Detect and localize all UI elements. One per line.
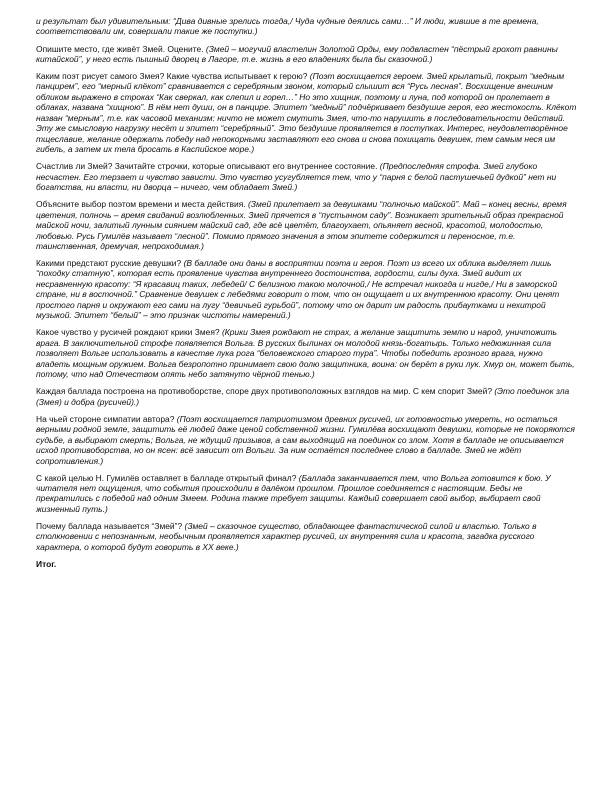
paragraph-1 (36, 16, 578, 37)
answer-text: (Змей прилетает за девушками “полночью майской”. Май – конец весны, время цветения, полночь – время свиданий возлюбленных. Змей прячется в “пустынном саду”. Возникает зрительный образ прекрасной майской ночи, залитый лунным сиянием майский сад, где всё цветёт, благоухает, опьяняет весной, красотой, молодостью, любовью. Русь Гумилёв называет “лесной”. Помимо прямого значения в этом эпитете содержится и переносное, т.е. таинственная, дремучая, непроходимая.) (36, 199, 567, 251)
paragraph-8 (36, 386, 578, 407)
answer-text: (Это поединок зла (Змея) и добра (русичей).) (36, 386, 570, 407)
answer-text: (Предпоследняя строфа. Змей глубоко несчастен. Его терзает и чувство зависти. Это чувство усугубляется тем, что у “парня с белой пастушечьей дудкой” нет ни богатства, ни власти, ни дворца – ничего, чем обладает Змей.) (36, 161, 557, 193)
answer-text: (Поэт восхищается патриотизмом древних русичей, их готовностью умереть, но остаться верными родной земле, защитить её людей даже ценой собственной жизни. Гумилёва восхищают девушки, которые не покоряются судьбе, а выбирают смерть; Вольга, не ждущий призывов, а сам выходящий на поединок со злом. Хотя в балладе не описывается исход противоборства, но он ясен: всё зависит от Вольги. За ним остаётся последнее слово в балладе. Змей не ждёт сопротивления.) (36, 413, 575, 466)
answer-text: (Крики Змея рождают не страх, а желание защитить землю и народ, уничтожить врага. В заключительной строфе появляется Вольга. В русских былинах он молодой князь-богатырь. Только недюжинная сила позволяет Вольге использовать в качестве лука рога “беловежского старого тура”. Чтобы победить грозного врага, нужно владеть мощным оружием. Вольга безропотно принимает свою долю защитника, воина: он берёт в руки лук. Хмур он, может быть, потому, что над Отечеством опять небо затянуто чёрной тенью.) (36, 327, 575, 380)
paragraph-11 (36, 521, 578, 552)
paragraph-10 (36, 473, 578, 515)
question-text: Какое чувство у русичей рождают крики Змея? (36, 327, 220, 338)
paragraph-7 (36, 327, 578, 379)
question-text: Опишите место, где живёт Змей. Оцените. (36, 43, 204, 54)
question-text: Почему баллада называется “Змей”? (36, 520, 183, 531)
question-text: Каждая баллада построена на противоборстве, споре двух противоположных взглядов на мир. С кем спорит Змей? (36, 386, 493, 397)
paragraph-6 (36, 258, 578, 321)
final-heading: Итог. (36, 558, 57, 569)
answer-text: (Баллада заканчивается тем, что Вольга готовится к бою. У читателя нет ощущения, что события происходили в далёком прошлом. Прошлое соединяется с настоящим. Беды не прекратились с победой над одним Змеем. Родина также требует защиты. Каждый совершает свой выбор, выбирает свой жизненный путь.) (36, 472, 551, 514)
paragraph-5 (36, 199, 578, 251)
question-text: Счастлив ли Змей? Зачитайте строчки, которые описывают его внутреннее состояние. (36, 161, 378, 172)
answer-text: (Змей – могучий властелин Золотой Орды, ему подвластен “пёстрый грохот равнины китайской”, у него есть пышный дворец в Лагоре, т.е. жизнь в его владениях была бы сказочной.) (36, 43, 558, 64)
question-text: Объясните выбор поэтом времени и места действия. (36, 199, 246, 210)
answer-text: (Змей – сказочное существо, обладающее фантастической силой и властью. Только в столкновении с непознанным, необычным проявляется характер русичей, их внутренняя сила и красота, загадка русского характера, о которой будут говорить в XX веке.) (36, 520, 537, 552)
answer-text: и результат был удивительным: “Дива дивные зрелись тогда,/ Чуда чудные деялись сами…” И люди, жившие в те времена, соответствовали им, совершали такие же поступки.) (36, 16, 539, 37)
question-text: На чьей стороне симпатии автора? (36, 413, 175, 424)
question-text: Какими предстают русские девушки? (36, 258, 182, 269)
paragraph-2 (36, 44, 578, 65)
answer-text: (В балладе они даны в восприятии поэта и героя. Поэт из всего их облика выделяет лишь “походку статную”, которая есть проявление чувства внутреннего достоинства, гордости, силы духа. Змей видит их несравненную красоту: “Я красавиц таких, лебедей/ С белизною такою молочной,/ Не встречал никогда и нигде,/ Ни в заморской стране, ни в восточной.” Сравнение девушек с лебедями говорит о том, что он ощущает и их внутреннюю красоту. Они ценят простого парня и окружают его сами на лугу “девичьей гурьбой”, потому что он дарит им радость прибаутками и нехитрой музыкой. Эпитет “белый” – это признак чистоты намерений.) (36, 258, 560, 321)
paragraph-9 (36, 414, 578, 466)
answer-text: (Поэт восхищается героем. Змей крылатый, покрыт “медным панцирем”, его “мерный клёкот” сравнивается с серебряным звоном, который слышит вся “Русь лесная”. Восхищение внешним обликом выражено в строках “Как сверкал, как слепил и горел…” Но это хищник, поэтому и луна, под которой он пролетает в облаках, названа “хищною”. В нём нет души, он в панцире. Эпитет “медный” подчёркивает бездушие героя, его жестокость. Клёкот назван “мерным”, т.е. как часовой механизм: ничто не может смутить Змея, что-то нарушить в последовательности действий. Эту же смысловую нагрузку несёт и эпитет “серебряный”. Это бездушие проявляется в поступках. Интерес, неудовлетворённое тщеславие, желание одержать победу над непокорными заставляют его снова и снова похищать девушек, тем самым неся им гибель, а затем их тела бросать в Каспийское море.) (36, 71, 577, 155)
paragraph-4 (36, 161, 578, 192)
question-text: С какой целью Н. Гумилёв оставляет в балладе открытый финал? (36, 472, 297, 483)
question-text: Каким поэт рисует самого Змея? Какие чувства испытывает к герою? (36, 71, 308, 81)
paragraph-3 (36, 71, 578, 155)
